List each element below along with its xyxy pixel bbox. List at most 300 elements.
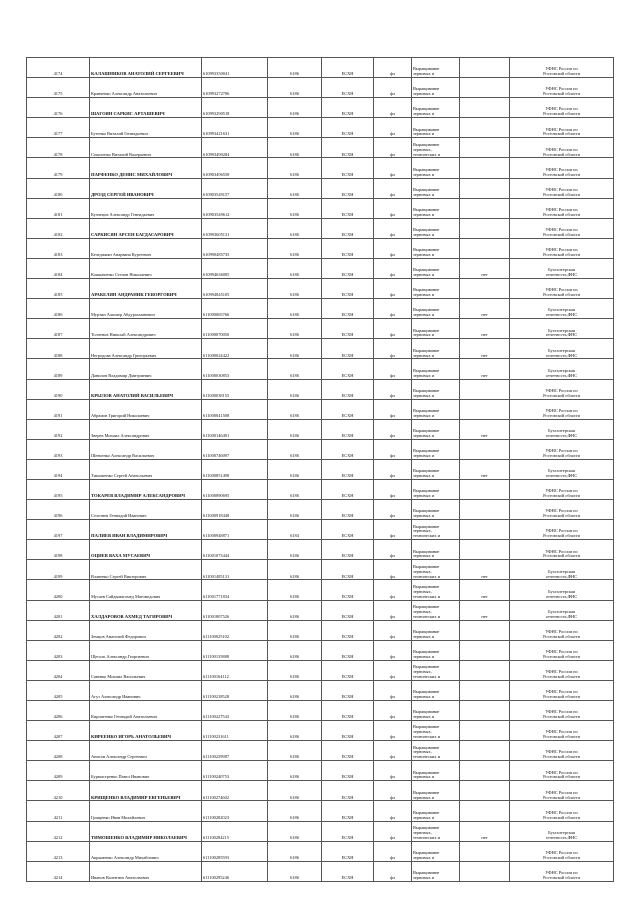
inn-cell xyxy=(202,419,268,439)
inn-value: 611001485131 xyxy=(203,573,230,579)
person-type-cell xyxy=(374,520,412,540)
person-type-cell xyxy=(374,459,412,479)
authority-cell xyxy=(510,319,614,339)
tax-regime-cell xyxy=(322,439,374,459)
taxpayer-name: Щеголь Александр Георгиевич xyxy=(91,653,149,659)
inn-cell xyxy=(202,660,268,680)
taxpayer-name: Негродова Александр Григорьевич xyxy=(91,352,157,358)
activity-line: зерновых и xyxy=(413,452,435,458)
person-type-cell xyxy=(374,439,412,459)
inn-cell xyxy=(202,339,268,359)
authority-line: Ростовской области xyxy=(543,513,580,519)
person-type-cell xyxy=(374,500,412,520)
person-type-value: фл xyxy=(390,814,395,820)
activity-line: Выращивание xyxy=(413,628,440,634)
authority-line: Ростовской области xyxy=(543,252,580,258)
tax-regime-cell xyxy=(322,821,374,841)
okved-value: 6186 xyxy=(290,372,299,378)
row-number-cell xyxy=(27,560,90,580)
person-type-value: фл xyxy=(390,131,395,137)
okved-cell xyxy=(268,58,322,78)
person-type-cell xyxy=(374,178,412,198)
tax-regime-value: ЕСХН xyxy=(341,191,354,197)
inn-cell xyxy=(202,118,268,138)
table-row xyxy=(27,781,614,801)
okved-cell xyxy=(268,600,322,620)
authority-cell xyxy=(510,600,614,620)
inn-cell xyxy=(202,258,268,278)
person-type-value: фл xyxy=(390,272,395,278)
person-type-cell xyxy=(374,138,412,158)
person-type-value: фл xyxy=(390,231,395,237)
status-value: нет xyxy=(481,473,488,479)
activity-line: технических и xyxy=(413,533,441,539)
activity-line: зерновых, xyxy=(413,669,432,675)
row-number: 4197 xyxy=(53,533,63,539)
table-row xyxy=(27,339,614,359)
row-number-cell xyxy=(27,680,90,700)
activity-cell xyxy=(412,178,460,198)
authority-line: Ростовской области xyxy=(543,533,580,539)
activity-line: Выращивание xyxy=(413,367,440,373)
tax-regime-value: ЕСХН xyxy=(341,653,354,659)
person-type-value: фл xyxy=(390,513,395,519)
taxpayer-name-cell xyxy=(90,238,202,258)
activity-line: зерновых и xyxy=(413,71,435,77)
person-type-cell xyxy=(374,319,412,339)
tax-regime-value: ЕСХН xyxy=(341,151,354,157)
tax-regime-value: ЕСХН xyxy=(341,633,354,639)
authority-line: Ростовской области xyxy=(543,674,580,679)
activity-line: зерновых и xyxy=(413,111,435,117)
taxpayer-name-cell xyxy=(90,721,202,741)
person-type-cell xyxy=(374,258,412,278)
status-cell xyxy=(460,299,510,319)
taxpayer-name: КРИЩЕНКО ВЛАДИМИР ЕВГЕНЬЕВИЧ xyxy=(91,794,181,800)
tax-regime-value: ЕСХН xyxy=(341,573,354,579)
row-number: 4211 xyxy=(53,814,63,820)
status-cell xyxy=(460,439,510,459)
person-type-value: фл xyxy=(390,734,395,740)
row-number-cell xyxy=(27,58,90,78)
authority-line: УФНС России по xyxy=(545,247,578,253)
status-cell xyxy=(460,379,510,399)
okved-value: 6186 xyxy=(290,694,299,700)
status-value: нет xyxy=(481,272,488,278)
row-number: 4213 xyxy=(53,854,63,860)
okved-value: 6186 xyxy=(290,774,299,780)
okved-value: 6186 xyxy=(290,352,299,358)
person-type-cell xyxy=(374,58,412,78)
inn-cell xyxy=(202,439,268,459)
activity-line: Выращивание xyxy=(413,287,440,293)
status-cell xyxy=(460,158,510,178)
authority-line: УФНС России по xyxy=(545,186,578,192)
authority-line: Ростовской области xyxy=(543,131,580,137)
tax-regime-cell xyxy=(322,640,374,660)
authority-cell xyxy=(510,138,614,158)
tax-regime-cell xyxy=(322,279,374,299)
activity-line: зерновых и xyxy=(413,653,435,659)
taxpayer-name: Влавенко Сергей Викторович xyxy=(91,573,147,579)
status-cell xyxy=(460,701,510,721)
row-number: 4179 xyxy=(53,171,63,177)
inn-cell xyxy=(202,459,268,479)
row-number-cell xyxy=(27,339,90,359)
tax-regime-value: ЕСХН xyxy=(341,332,354,338)
authority-line: Бухгалтерская xyxy=(548,307,575,313)
okved-cell xyxy=(268,701,322,721)
authority-line: Бухгалтерская xyxy=(548,568,575,574)
taxpayer-name-cell xyxy=(90,258,202,278)
taxpayer-name-cell xyxy=(90,339,202,359)
authority-line: Ростовской области xyxy=(543,231,580,237)
authority-cell xyxy=(510,399,614,419)
status-cell xyxy=(460,419,510,439)
tax-regime-value: ЕСХН xyxy=(341,874,354,880)
row-number: 4208 xyxy=(53,754,63,760)
row-number-cell xyxy=(27,640,90,660)
taxpayer-name-cell xyxy=(90,359,202,379)
inn-cell xyxy=(202,238,268,258)
taxpayer-name-cell xyxy=(90,680,202,700)
authority-cell xyxy=(510,419,614,439)
inn-cell xyxy=(202,359,268,379)
inn-cell xyxy=(202,78,268,98)
activity-cell xyxy=(412,198,460,218)
table-row xyxy=(27,841,614,861)
person-type-cell xyxy=(374,78,412,98)
activity-cell xyxy=(412,459,460,479)
taxpayer-name: Грищенко Иван Михайлович xyxy=(91,814,145,820)
inn-value: 611001771834 xyxy=(203,593,230,599)
status-value: нет xyxy=(481,432,488,438)
authority-line: Ростовской области xyxy=(543,292,580,298)
taxpayer-name-cell xyxy=(90,58,202,78)
activity-line: зерновых и xyxy=(413,191,435,197)
activity-cell xyxy=(412,660,460,680)
taxpayer-name-cell xyxy=(90,299,202,319)
tax-regime-value: ЕСХН xyxy=(341,312,354,318)
authority-line: УФНС России по xyxy=(545,206,578,212)
authority-line: Бухгалтерская xyxy=(548,829,575,835)
taxpayer-name-cell xyxy=(90,319,202,339)
activity-line: зерновых и xyxy=(413,332,435,338)
row-number: 4189 xyxy=(53,372,63,378)
taxpayer-name: КАЛАШНИКОВ АНАТОЛИЙ СЕРГЕЕВИЧ xyxy=(91,71,184,77)
tax-regime-value: ЕСХН xyxy=(341,131,354,137)
inn-value: 610903549157 xyxy=(203,191,230,197)
taxpayer-name: КИРЕЕНКО ИГОРЬ АНАТОЛЬЕВИЧ xyxy=(91,734,171,740)
authority-line: Бухгалтерская xyxy=(548,347,575,353)
row-number: 4200 xyxy=(53,593,63,599)
authority-line: Ростовской области xyxy=(543,714,580,720)
authority-cell xyxy=(510,640,614,660)
taxpayer-name: Соколенко Виталий Валерьевич xyxy=(91,151,151,157)
taxpayer-name: Бутенко Виталий Геннадьевич xyxy=(91,131,148,137)
authority-cell xyxy=(510,279,614,299)
authority-line: отчетность,ФНС xyxy=(545,473,578,479)
row-number-cell xyxy=(27,761,90,781)
authority-line: Ростовской области xyxy=(543,171,580,177)
activity-line: зерновых и xyxy=(413,352,435,358)
person-type-cell xyxy=(374,299,412,319)
taxpayer-name: Кравченко Александр Анатольевич xyxy=(91,91,157,97)
okved-value: 6186 xyxy=(290,312,299,318)
person-type-cell xyxy=(374,339,412,359)
row-number-cell xyxy=(27,801,90,821)
authority-line: Ростовской области xyxy=(543,191,580,197)
taxpayer-name-cell xyxy=(90,540,202,560)
okved-value: 6186 xyxy=(290,272,299,278)
inn-cell xyxy=(202,198,268,218)
table-row xyxy=(27,138,614,158)
authority-cell xyxy=(510,680,614,700)
inn-value: 611000070050 xyxy=(203,332,230,338)
activity-line: зерновых и xyxy=(413,854,435,860)
activity-line: Выращивание xyxy=(413,809,440,815)
person-type-cell xyxy=(374,198,412,218)
authority-cell xyxy=(510,841,614,861)
okved-cell xyxy=(268,238,322,258)
okved-cell xyxy=(268,520,322,540)
tax-regime-cell xyxy=(322,560,374,580)
activity-line: зерновых и xyxy=(413,714,435,720)
okved-cell xyxy=(268,279,322,299)
tax-regime-value: ЕСХН xyxy=(341,714,354,720)
status-cell xyxy=(460,721,510,741)
okved-cell xyxy=(268,560,322,580)
authority-line: отчетность,ФНС xyxy=(545,834,578,840)
authority-line: УФНС России по xyxy=(545,387,578,393)
taxpayer-name: Мурзин Алишер Абдурахманович xyxy=(91,312,155,318)
person-type-value: фл xyxy=(390,91,395,97)
activity-line: зерновых и xyxy=(413,372,435,378)
table-row xyxy=(27,500,614,520)
tax-regime-cell xyxy=(322,198,374,218)
authority-cell xyxy=(510,98,614,118)
status-cell xyxy=(460,138,510,158)
tax-regime-cell xyxy=(322,701,374,721)
status-cell xyxy=(460,98,510,118)
tax-regime-cell xyxy=(322,78,374,98)
authority-line: Бухгалтерская xyxy=(548,608,575,614)
tax-regime-cell xyxy=(322,158,374,178)
status-cell xyxy=(460,238,510,258)
authority-line: УФНС России по xyxy=(545,769,578,775)
status-cell xyxy=(460,178,510,198)
authority-cell xyxy=(510,439,614,459)
tax-regime-cell xyxy=(322,218,374,238)
authority-cell xyxy=(510,58,614,78)
row-number: 4206 xyxy=(53,714,63,720)
authority-line: Ростовской области xyxy=(543,653,580,659)
activity-line: Выращивание xyxy=(413,603,440,609)
status-cell xyxy=(460,741,510,761)
inn-value: 611100025102 xyxy=(203,633,230,639)
authority-cell xyxy=(510,781,614,801)
person-type-value: фл xyxy=(390,191,395,197)
authority-line: Бухгалтерская xyxy=(548,267,575,273)
inn-value: 611000890695 xyxy=(203,493,230,499)
okved-value: 6186 xyxy=(290,834,299,840)
person-type-cell xyxy=(374,620,412,640)
inn-cell xyxy=(202,500,268,520)
status-value: нет xyxy=(481,312,488,318)
taxpayer-name-cell xyxy=(90,660,202,680)
person-type-cell xyxy=(374,279,412,299)
tax-regime-value: ЕСХН xyxy=(341,754,354,760)
authority-line: Ростовской области xyxy=(543,694,580,700)
taxpayer-name-cell xyxy=(90,138,202,158)
tax-regime-value: ЕСХН xyxy=(341,272,354,278)
row-number: 4202 xyxy=(53,633,63,639)
table-row xyxy=(27,479,614,499)
activity-line: Выращивание xyxy=(413,769,440,775)
table-row xyxy=(27,359,614,379)
authority-cell xyxy=(510,660,614,680)
authority-line: Ростовской области xyxy=(543,874,580,880)
table-row xyxy=(27,459,614,479)
inn-value: 611000041508 xyxy=(203,412,230,418)
inn-cell xyxy=(202,98,268,118)
inn-cell xyxy=(202,841,268,861)
person-type-cell xyxy=(374,741,412,761)
row-number-cell xyxy=(27,741,90,761)
tax-regime-cell xyxy=(322,238,374,258)
inn-value: 610993490284 xyxy=(203,151,230,157)
table-row xyxy=(27,58,614,78)
activity-line: Выращивание xyxy=(413,387,440,393)
status-cell xyxy=(460,479,510,499)
authority-line: отчетность,ФНС xyxy=(545,573,578,579)
activity-line: Выращивание xyxy=(413,789,440,795)
okved-cell xyxy=(268,299,322,319)
activity-line: зерновых и xyxy=(413,292,435,298)
activity-line: Выращивание xyxy=(413,649,440,654)
taxpayer-name-cell xyxy=(90,78,202,98)
tax-regime-value: ЕСХН xyxy=(341,774,354,780)
authority-line: Ростовской области xyxy=(543,794,580,800)
okved-cell xyxy=(268,359,322,379)
inn-value: 610990485735 xyxy=(203,252,230,258)
activity-line: зерновых, xyxy=(413,608,432,614)
row-number-cell xyxy=(27,821,90,841)
person-type-value: фл xyxy=(390,613,395,619)
person-type-value: фл xyxy=(390,774,395,780)
authority-line: Ростовской области xyxy=(543,452,580,458)
row-number-cell xyxy=(27,158,90,178)
okved-cell xyxy=(268,580,322,600)
okved-cell xyxy=(268,741,322,761)
inn-cell xyxy=(202,299,268,319)
activity-cell xyxy=(412,640,460,660)
tax-regime-value: ЕСХН xyxy=(341,111,354,117)
activity-line: зерновых и xyxy=(413,473,435,479)
row-number-cell xyxy=(27,520,90,540)
taxpayer-name-cell xyxy=(90,379,202,399)
row-number-cell xyxy=(27,138,90,158)
row-number-cell xyxy=(27,459,90,479)
person-type-value: фл xyxy=(390,111,395,117)
activity-line: Выращивание xyxy=(413,468,440,474)
inn-cell xyxy=(202,560,268,580)
activity-cell xyxy=(412,821,460,841)
person-type-value: фл xyxy=(390,372,395,378)
okved-value: 6186 xyxy=(290,513,299,519)
activity-line: зерновых и xyxy=(413,412,435,418)
person-type-value: фл xyxy=(390,754,395,760)
authority-line: УФНС России по xyxy=(545,870,578,876)
person-type-value: фл xyxy=(390,473,395,479)
row-number: 4188 xyxy=(53,352,63,358)
tax-regime-cell xyxy=(322,580,374,600)
activity-line: технических и xyxy=(413,754,441,760)
authority-cell xyxy=(510,238,614,258)
okved-cell xyxy=(268,319,322,339)
taxpayer-name: ТИМОШЕНКО ВЛАДИМИР НИКОЛАЕВИЧ xyxy=(91,834,187,840)
authority-cell xyxy=(510,218,614,238)
status-cell xyxy=(460,359,510,379)
status-cell xyxy=(460,520,510,540)
authority-cell xyxy=(510,78,614,98)
activity-line: Выращивание xyxy=(413,488,440,494)
activity-line: зерновых и xyxy=(413,553,435,559)
person-type-value: фл xyxy=(390,674,395,679)
taxpayer-name-cell xyxy=(90,459,202,479)
activity-line: Выращивание xyxy=(413,689,440,695)
status-cell xyxy=(460,680,510,700)
taxpayer-name: ОЦИЕВ ВАХА МУСАЕВИЧ xyxy=(91,553,151,559)
authority-line: Ростовской области xyxy=(543,633,580,639)
table-row xyxy=(27,520,614,540)
row-number: 4198 xyxy=(53,553,63,559)
status-cell xyxy=(460,258,510,278)
okved-value: 6186 xyxy=(290,754,299,760)
inn-cell xyxy=(202,399,268,419)
activity-cell xyxy=(412,620,460,640)
authority-cell xyxy=(510,258,614,278)
inn-value: 611000851498 xyxy=(203,473,230,479)
inn-cell xyxy=(202,178,268,198)
tax-regime-value: ЕСХН xyxy=(341,814,354,820)
row-number: 4195 xyxy=(53,493,63,499)
authority-cell xyxy=(510,520,614,540)
inn-value: 611100284215 xyxy=(203,834,230,840)
status-cell xyxy=(460,821,510,841)
taxpayer-name-cell xyxy=(90,701,202,721)
taxpayer-name: Тимошенко Сергей Анатольевич xyxy=(91,473,153,479)
activity-cell xyxy=(412,138,460,158)
okved-value: 6186 xyxy=(290,653,299,659)
okved-cell xyxy=(268,841,322,861)
row-number: 4185 xyxy=(53,292,63,298)
status-cell xyxy=(460,459,510,479)
person-type-cell xyxy=(374,841,412,861)
taxpayer-name: Кузнецов Александр Геннадьевич xyxy=(91,211,155,217)
okved-cell xyxy=(268,98,322,118)
authority-cell xyxy=(510,479,614,499)
activity-line: зерновых и xyxy=(413,131,435,137)
authority-cell xyxy=(510,500,614,520)
inn-cell xyxy=(202,540,268,560)
inn-value: 610993272706 xyxy=(203,91,230,97)
inn-value: 611000038155 xyxy=(203,392,230,398)
authority-cell xyxy=(510,721,614,741)
row-number-cell xyxy=(27,479,90,499)
status-cell xyxy=(460,861,510,881)
taxpayer-name-cell xyxy=(90,218,202,238)
